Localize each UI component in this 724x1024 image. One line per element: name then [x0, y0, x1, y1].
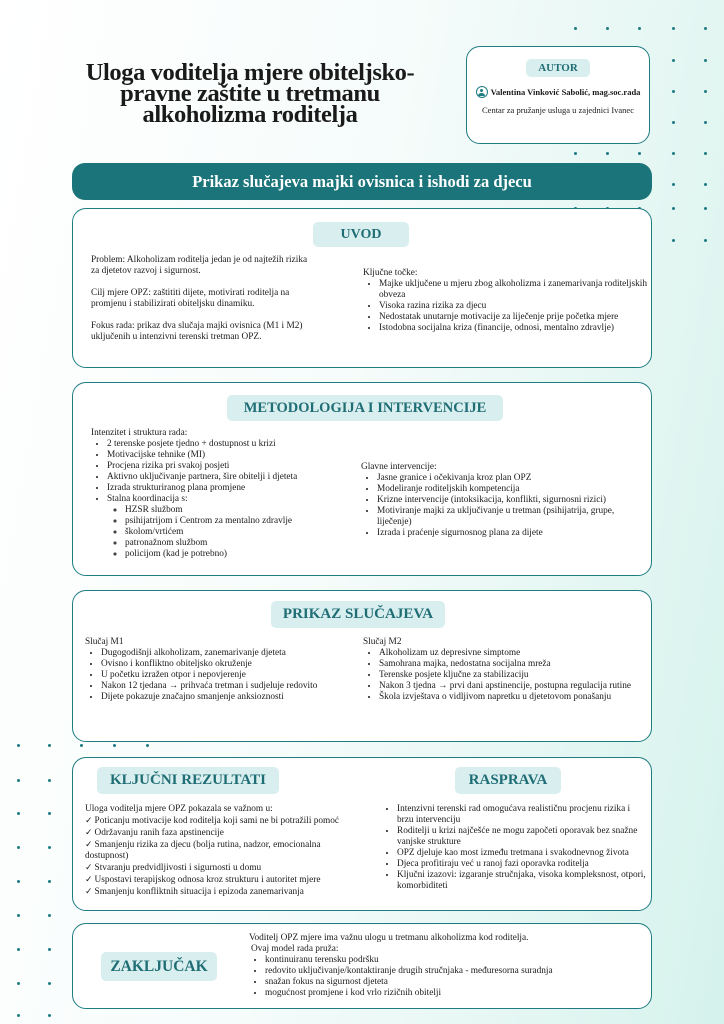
list-item: • Nakon 12 tjedana → prihvaća tretman i sudjeluje redovito	[101, 681, 345, 692]
decorative-dot	[672, 27, 675, 30]
decorative-dot	[574, 27, 577, 30]
list-item: • Modeliranje roditeljskih kompetencija	[377, 484, 646, 495]
metodologija-left	[91, 428, 351, 560]
list-item: ✓ Uspostavi terapijskog odnosa kroz strukturu i autoritet mjere	[85, 874, 353, 886]
decorative-dot	[574, 152, 577, 155]
decorative-dot	[672, 90, 675, 93]
list-item: • Majke uključene u mjeru zbog alkoholizma i zanemarivanja roditeljskih obveza	[379, 279, 648, 301]
zakljucak-section	[72, 923, 652, 1009]
metodologija-heading: METODOLOGIJA I INTERVENCIJE	[227, 395, 503, 421]
list-item: • Krizne intervencije (intoksikacija, konflikti, sigurnosni rizici)	[377, 495, 646, 506]
metodologija-right	[361, 462, 646, 539]
uvod-problem: Problem: Alkoholizam roditelja jedan je od najtežih rizika za djetetov razvoj i sigurnost.	[91, 255, 308, 276]
list-item: • Visoka razina rizika za djecu	[379, 301, 648, 312]
list-item: ✓ Održavanju ranih faza apstinencije	[85, 827, 353, 839]
decorative-dot	[672, 239, 675, 242]
list-item: ✓ Stvaranju predvidljivosti i sigurnosti u domu	[85, 862, 353, 874]
decorative-dot	[704, 239, 707, 242]
decorative-dot	[48, 812, 51, 815]
decorative-dot	[672, 59, 675, 62]
case-m1	[85, 637, 345, 703]
list-item: • Roditelji u krizi najčešće ne mogu započeti oporavak bez snažne vanjske strukture	[397, 826, 647, 848]
list-item: Stalna koordinacija s:	[107, 494, 188, 504]
uvod-section	[72, 208, 652, 368]
decorative-dot	[704, 152, 707, 155]
metodologija-left-title: Intenzitet i struktura rada:	[91, 428, 188, 438]
list-item: • Aktivno uključivanje partnera, šire obitelji i djeteta	[107, 472, 351, 483]
decorative-dot	[17, 779, 20, 782]
list-item: • Jasne granice i očekivanja kroz plan OPZ	[377, 473, 646, 484]
rezultati-list	[85, 804, 353, 898]
case-m2-title: Slučaj M2	[363, 637, 402, 647]
rezultati-rasprava-section	[72, 757, 652, 911]
person-icon	[476, 86, 488, 98]
decorative-dot	[672, 121, 675, 124]
list-item: • Djeca profitiraju već u ranoj fazi oporavka roditelja	[397, 859, 647, 870]
zakljucak-heading: ZAKLJUČAK	[101, 952, 217, 981]
zakljucak-text	[249, 933, 647, 999]
list-item: • Izrada strukturiranog plana promjene	[107, 483, 351, 494]
list-item: • Terenske posjete ključne za stabilizaciju	[379, 670, 648, 681]
author-box	[466, 46, 650, 144]
list-item: • OPZ djeluje kao most između tretmana i svakodnevnog života	[397, 848, 647, 859]
decorative-dot	[48, 779, 51, 782]
zakljucak-line2: Ovaj model rada pruža:	[251, 944, 339, 954]
rasprava-heading: RASPRAVA	[455, 767, 561, 794]
prikaz-section	[72, 590, 652, 742]
decorative-dot	[606, 152, 609, 155]
list-item: • Motiviranje majki za uključivanje u tretman (psihijatrija, grupe, liječenje)	[377, 506, 646, 528]
metodologija-right-title: Glavne intervencije:	[361, 462, 437, 472]
decorative-dot	[17, 744, 20, 747]
decorative-dot	[80, 744, 83, 747]
decorative-dot	[672, 152, 675, 155]
list-item: • Dugogodišnji alkoholizam, zanemarivanje djeteta	[101, 648, 345, 659]
rezultati-heading: KLJUČNI REZULTATI	[97, 767, 279, 794]
decorative-dot	[606, 27, 609, 30]
decorative-dot	[48, 744, 51, 747]
list-item: ◦ policijom (kad je potrebno)	[125, 549, 351, 560]
decorative-dot	[48, 914, 51, 917]
uvod-key-title: Ključne točke:	[363, 268, 418, 278]
list-item: • Intenzivni terenski rad omogućava realističnu procjenu rizika i brzu intervenciju	[397, 804, 647, 826]
section-banner: Prikaz slučajeva majki ovisnica i ishodi za djecu	[72, 163, 652, 200]
decorative-dot	[672, 183, 675, 186]
rezultati-intro: Uloga voditelja mjere OPZ pokazala se važnom u:	[85, 804, 273, 814]
case-m2	[363, 637, 648, 703]
list-item: ✓ Smanjenju rizika za djecu (bolja rutina, nadzor, emocionalna dostupnost)	[85, 839, 353, 862]
uvod-cilj: Cilj mjere OPZ: zaštititi dijete, motivirati roditelja na promjenu i stabilizirati obiteljsku dinamiku.	[91, 288, 290, 309]
list-item: ◦ patronažnom službom	[125, 538, 351, 549]
zakljucak-line1: Voditelj OPZ mjere ima važnu ulogu u tretmanu alkoholizma kod roditelja.	[249, 933, 529, 943]
list-item: • Škola izvještava o vidljivom napretku u djetetovom ponašanju	[379, 692, 648, 703]
list-item: • Motivacijske tehnike (MI)	[107, 450, 351, 461]
decorative-dot	[704, 59, 707, 62]
decorative-dot	[17, 1014, 20, 1017]
list-item: • snažan fokus na sigurnost djeteta	[265, 977, 647, 988]
decorative-dot	[48, 846, 51, 849]
uvod-fokus: Fokus rada: prikaz dva slučaja majki ovisnica (M1 i M2) uključenih u intenzivni terenski tretman OPZ.	[91, 321, 303, 342]
case-m1-title: Slučaj M1	[85, 637, 124, 647]
decorative-dot	[704, 27, 707, 30]
list-item: • Ovisno i konfliktno obiteljsko okruženje	[101, 659, 345, 670]
list-item: ◦ školom/vrtićem	[125, 527, 351, 538]
author-line	[467, 86, 649, 98]
rasprava-list	[381, 804, 647, 892]
list-item: • redovito uključivanje/kontaktiranje drugih stručnjaka - međuresorna suradnja	[265, 966, 647, 977]
poster-title: Uloga voditelja mjere obiteljsko-pravne zaštite u tretmanu alkoholizma roditelja	[85, 59, 415, 128]
uvod-key-points	[363, 268, 648, 334]
decorative-dot	[17, 846, 20, 849]
decorative-dot	[48, 1014, 51, 1017]
decorative-dot	[17, 914, 20, 917]
list-item: ✓ Poticanju motivacije kod roditelja koji sami ne bi potražili pomoć	[85, 815, 353, 827]
author-label: AUTOR	[526, 59, 590, 77]
list-item: • Nakon 3 tjedna → prvi dani apstinencije, postupna regulacija rutine	[379, 681, 648, 692]
decorative-dot	[17, 982, 20, 985]
decorative-dot	[48, 880, 51, 883]
author-organization: Centar za pružanje usluga u zajednici Ivanec	[482, 105, 634, 115]
uvod-left-text	[91, 255, 317, 343]
decorative-dot	[17, 812, 20, 815]
decorative-dot	[146, 744, 149, 747]
decorative-dot	[48, 948, 51, 951]
decorative-dot	[704, 207, 707, 210]
list-item: • Dijete pokazuje značajno smanjenje anksioznosti	[101, 692, 345, 703]
list-item: ◦ psihijatrijom i Centrom za mentalno zdravlje	[125, 516, 351, 527]
prikaz-heading: PRIKAZ SLUČAJEVA	[271, 601, 445, 628]
decorative-dot	[113, 744, 116, 747]
metodologija-section	[72, 382, 652, 576]
list-item: ✓ Smanjenju konfliktnih situacija i epizoda zanemarivanja	[85, 886, 353, 898]
list-item: • 2 terenske posjete tjedno + dostupnost u krizi	[107, 439, 351, 450]
decorative-dot	[48, 982, 51, 985]
decorative-dot	[672, 207, 675, 210]
decorative-dot	[704, 90, 707, 93]
list-item: • Izrada i praćenje sigurnosnog plana za dijete	[377, 528, 646, 539]
author-name: Valentina Vinković Sabolić, mag.soc.rada	[490, 87, 641, 97]
list-item: • Nedostatak unutarnje motivacije za liječenje prije početka mjere	[379, 312, 648, 323]
decorative-dot	[704, 121, 707, 124]
decorative-dot	[704, 183, 707, 186]
decorative-dot	[638, 152, 641, 155]
list-item: ◦ HZSR službom	[125, 505, 351, 516]
list-item: • Procjena rizika pri svakoj posjeti	[107, 461, 351, 472]
list-item: • kontinuiranu terensku podršku	[265, 955, 647, 966]
list-item: • Ključni izazovi: izgaranje stručnjaka, visoka kompleksnost, otpori, komorbiditeti	[397, 870, 647, 892]
list-item: • mogućnost promjene i kod vrlo rizičnih obitelji	[265, 988, 647, 999]
list-item: • Alkoholizam uz depresivne simptome	[379, 648, 648, 659]
decorative-dot	[17, 880, 20, 883]
list-item: • U početku izražen otpor i nepovjerenje	[101, 670, 345, 681]
list-item: • Samohrana majka, nedostatna socijalna mreža	[379, 659, 648, 670]
decorative-dot	[17, 948, 20, 951]
list-item: • Istodobna socijalna kriza (financije, odnosi, mentalno zdravlje)	[379, 323, 648, 334]
uvod-heading: UVOD	[313, 222, 409, 247]
decorative-dot	[638, 27, 641, 30]
